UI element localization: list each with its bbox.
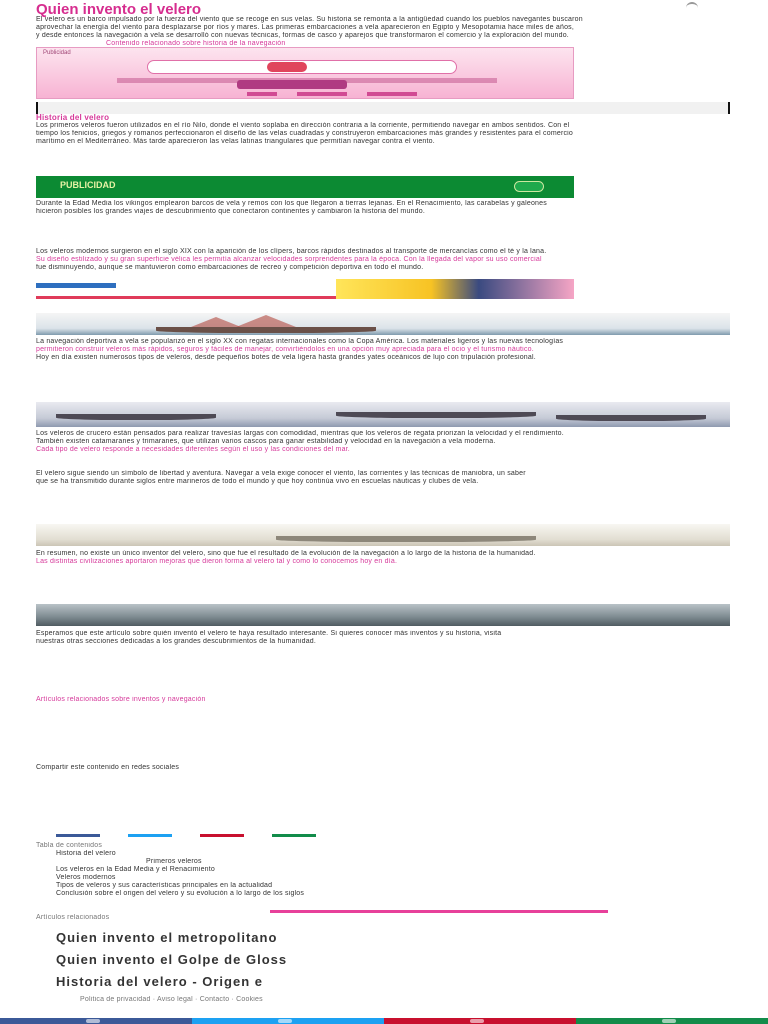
toc-item[interactable]: Tipos de veleros y sus características principales en la actualidad (56, 882, 273, 889)
footer-share-whatsapp[interactable] (576, 1018, 768, 1024)
related-article-3[interactable]: Historia del velero - Origen e (56, 974, 263, 989)
separator (270, 910, 608, 913)
share-label: Compartir este contenido en redes sociales (36, 764, 180, 771)
block-f-line: nuestras otras secciones dedicadas a los grandes descubrimientos de la humanidad. (36, 638, 317, 645)
intro-line: y desde entonces la navegación a vela se desarrolló con nuevas técnicas, formas de casco y aparejos que transformaron el comercio y la exploración del mundo. (36, 32, 569, 39)
ad-red-line (36, 296, 336, 299)
toc-item[interactable]: Conclusión sobre el origen del velero y su evolución a lo largo de los siglos (56, 890, 305, 897)
related-article-1[interactable]: Quien invento el metropolitano (56, 930, 278, 945)
block-d-line: El velero sigue siendo un símbolo de libertad y aventura. Navegar a vela exige conocer el viento, las corrientes y las técnicas de maniobra, un saber (36, 470, 526, 477)
block-a-line: Los veleros modernos surgieron en el siglo XIX con la aparición de los clípers, barcos rápidos destinados al transporte de mercancías como el té y la lana. (36, 248, 547, 255)
ad-green-button[interactable] (514, 181, 544, 192)
ad-cta-button[interactable] (237, 80, 347, 89)
sailboat-photo-1 (36, 313, 730, 335)
share-whatsapp-button[interactable] (272, 834, 316, 837)
toc-item[interactable]: Los veleros en la Edad Media y el Renacimiento (56, 866, 216, 873)
toc-label: Tabla de contenidos (36, 842, 103, 849)
block-c-line: Cada tipo de velero responde a necesidades diferentes según el uso y las condiciones del mar. (36, 446, 350, 453)
sailboat-photo-3 (36, 524, 730, 546)
intro-text (36, 16, 730, 48)
ad-mini (297, 92, 347, 96)
hull-shape (156, 327, 376, 333)
block-a-line: fue disminuyendo, aunque se mantuvieron como embarcaciones de recreo y competición deportiva en todo el mundo. (36, 264, 424, 271)
menu-icon[interactable] (686, 2, 698, 8)
twitter-icon (278, 1019, 292, 1023)
facebook-icon (86, 1019, 100, 1023)
block-e-line: En resumen, no existe un único inventor del velero, sino que fue el resultado de la evolución de la navegación a lo largo de la historia de la humanidad. (36, 550, 536, 557)
block-b (36, 338, 730, 362)
ad-banner-colorful[interactable] (36, 279, 574, 299)
footer-share-twitter[interactable] (192, 1018, 384, 1024)
list-line: hicieron posibles los grandes viajes de descubrimiento que conectaron continentes y cambiaron la historia del mundo. (36, 208, 425, 215)
article-title: Quien invento el velero (36, 2, 202, 17)
sail-shape (236, 315, 296, 327)
table-of-contents (36, 842, 730, 898)
block-d (36, 470, 730, 486)
related-article-2[interactable]: Quien invento el Golpe de Gloss (56, 952, 288, 967)
toc-item[interactable]: Primeros veleros (146, 858, 202, 865)
ad-mini (367, 92, 417, 96)
share-twitter-button[interactable] (128, 834, 172, 837)
section-text (36, 106, 730, 146)
block-b-line: permitieron construir veleros más rápidos, seguros y fáciles de manejar, convirtiéndolos en una opción muy apreciada para el ocio y el turismo náutico. (36, 346, 534, 353)
related-label: Artículos relacionados (36, 914, 110, 921)
hull-shape (56, 414, 216, 420)
intro-link[interactable]: Contenido relacionado sobre historia de la navegación (106, 40, 286, 47)
block-e-line: Las distintas civilizaciones aportaron mejoras que dieron forma al velero tal y como lo conocemos hoy en día. (36, 558, 398, 565)
section-line: marítimo en el Mediterráneo. Más tarde aparecieron las velas latinas triangulares que permitían navegar contra el viento. (36, 138, 435, 145)
related-link[interactable]: Artículos relacionados sobre inventos y navegación (36, 696, 206, 703)
share-bar (0, 1018, 768, 1024)
toc-item[interactable]: Historia del velero (56, 850, 116, 857)
block-c-line: También existen catamaranes y trimaranes, que utilizan varios cascos para ganar estabilidad y velocidad en la navegación a vela moderna. (36, 438, 496, 445)
sailboat-photo-2 (36, 402, 730, 427)
ad-banner-green[interactable] (36, 176, 574, 198)
hull-shape (556, 415, 706, 421)
list-line: Durante la Edad Media los vikingos emplearon barcos de vela y remos con los que llegaron a tierras lejanas. En el Renacimiento, las carabelas y galeones (36, 200, 547, 207)
section-line: Los primeros veleros fueron utilizados en el río Nilo, donde el viento soplaba en dirección contraria a la corriente, permitiendo navegar en ambos sentidos. Con el (36, 122, 570, 129)
ad-banner-top[interactable] (36, 47, 574, 99)
block-b-line: La navegación deportiva a vela se popularizó en el siglo XX con regatas internacionales como la Copa América. Los materiales ligeros y las nuevas tecnologías (36, 338, 564, 345)
block-a-line: Su diseño estilizado y su gran superficie vélica les permitía alcanzar velocidades sorprendentes para la época. Con la llegada del vapor su uso comercial (36, 256, 542, 263)
section-heading: Historia del velero (36, 114, 110, 122)
ad-label: Publicidad (43, 50, 71, 56)
block-d-line: que se ha transmitido durante siglos entre marineros de todo el mundo y que hoy continúa vivo en escuelas náuticas y clubes de vela. (36, 478, 479, 485)
ad-mini (247, 92, 277, 96)
block-c-line: Los veleros de crucero están pensados para realizar travesías largas con comodidad, mientras que los veleros de regata priorizan la velocidad y el rendimiento. (36, 430, 564, 437)
block-e (36, 550, 730, 566)
ad-blue-line (36, 283, 116, 288)
intro-line: El velero es un barco impulsado por la fuerza del viento que se recoge en sus velas. Su historia se remonta a la antigüedad cuando los pueblos navegantes buscaron (36, 16, 583, 23)
block-b-line: Hoy en día existen numerosos tipos de veleros, desde pequeños botes de vela ligera hasta grandes yates oceánicos de lujo con tripulación profesional. (36, 354, 536, 361)
block-f-line: Esperamos que este artículo sobre quién inventó el velero te haya resultado interesante. Si quieres conocer más inventos y su historia, visita (36, 630, 502, 637)
toc-item[interactable]: Veleros modernos (56, 874, 116, 881)
share-pinterest-button[interactable] (200, 834, 244, 837)
section-line: tiempo los fenicios, griegos y romanos perfeccionaron el diseño de las velas cuadradas y construyeron embarcaciones más grandes y resistentes para el comercio (36, 130, 574, 137)
list-text (36, 200, 730, 216)
ad-green-text: PUBLICIDAD (60, 180, 116, 190)
share-facebook-button[interactable] (56, 834, 100, 837)
intro-line: aprovechar la energía del viento para desplazarse por ríos y mares. Las primeras embarcaciones a vela aparecieron en Egipto y Mesopotamia hace miles de años, (36, 24, 575, 31)
ad-badge (267, 62, 307, 72)
footer-share-facebook[interactable] (0, 1018, 192, 1024)
hull-shape (336, 412, 536, 418)
hull-shape (276, 536, 536, 542)
block-f (36, 630, 730, 772)
ad-image (336, 279, 574, 299)
pinterest-icon (470, 1019, 484, 1023)
footer-links[interactable]: Politica de privacidad · Aviso legal · Contacto · Cookies (80, 996, 263, 1003)
block-a (36, 248, 730, 272)
block-c (36, 430, 730, 454)
footer-share-pinterest[interactable] (384, 1018, 576, 1024)
whatsapp-icon (662, 1019, 676, 1023)
sailboat-photo-4 (36, 604, 730, 626)
